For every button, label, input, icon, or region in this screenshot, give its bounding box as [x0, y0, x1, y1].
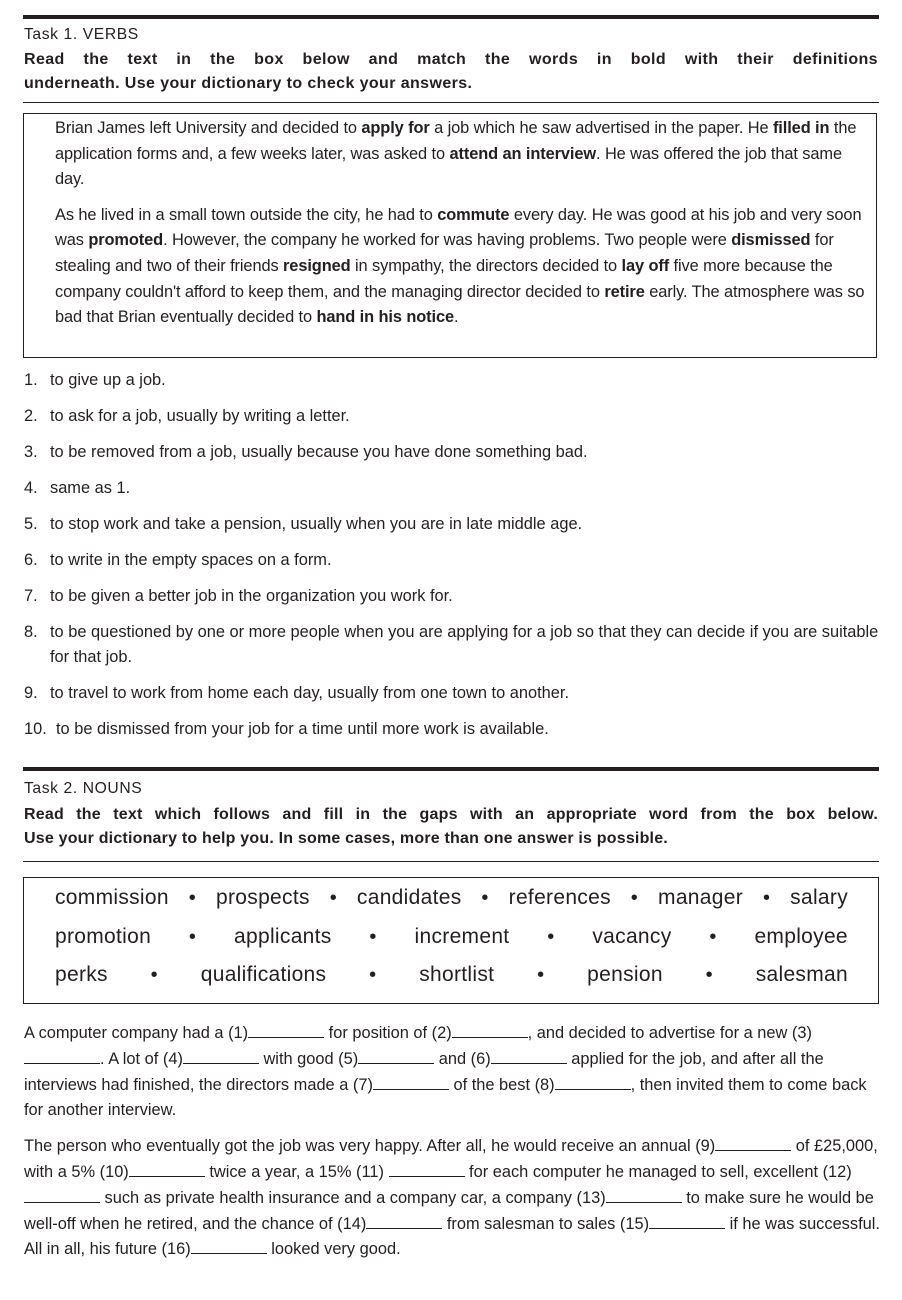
blank-gap[interactable] [606, 1188, 682, 1203]
passage-paragraph-1 [24, 116, 876, 193]
blank-gap[interactable] [24, 1188, 100, 1203]
blank-gap[interactable] [452, 1023, 528, 1038]
definitions-list [24, 368, 879, 753]
bold-verb: apply for [361, 119, 430, 137]
word-option: vacancy [592, 925, 672, 948]
passage-text: . He was offered the job that same day. [55, 144, 842, 189]
word-option: prospects [216, 886, 310, 909]
definition-item: 5. to stop work and take a pension, usually when you are in late middle age. [24, 515, 583, 533]
blank-gap[interactable] [366, 1214, 442, 1229]
task1-top-rule [23, 15, 879, 19]
passage-text: every day. He was good at his job and very soon was [55, 205, 862, 250]
definition-item: 2. to ask for a job, usually by writing a letter. [24, 407, 350, 425]
bullet-separator: • [188, 925, 197, 948]
bold-verb: attend an interview [449, 144, 597, 163]
gap-text-segment: to make sure he would be well-off when he retired, and the chance of (14) [24, 1188, 874, 1233]
passage-text: for stealing and two of their friends [55, 231, 834, 275]
passage-text: early. The atmosphere was so bad that Brian eventually decided to [55, 282, 865, 327]
passage-text: in sympathy, the directors decided to [350, 256, 622, 275]
definition-item: 6. to write in the empty spaces on a form. [24, 551, 332, 569]
word-option: employee [754, 925, 848, 948]
blank-gap[interactable] [373, 1075, 449, 1090]
word-box [23, 877, 879, 1004]
bullet-separator: • [547, 925, 555, 948]
passage-text: . [454, 308, 459, 327]
word-option: commission [55, 886, 169, 909]
blank-gap[interactable] [491, 1049, 567, 1064]
bullet-separator: • [329, 886, 337, 909]
bullet-separator: • [630, 886, 639, 909]
word-option: shortlist [419, 963, 495, 986]
gap-text-segment: , and decided to advertise for a new (3) [527, 1024, 812, 1042]
passage-text: five more because the company couldn't afford to keep them, and the managing director decided to [55, 256, 833, 301]
definition-item: 3. to be removed from a job, usually because you have done something bad. [24, 443, 588, 461]
bold-verb: commute [437, 205, 510, 224]
gap-text-segment: such as private health insurance and a company car, a company (13) [100, 1188, 606, 1207]
blank-gap[interactable] [555, 1075, 631, 1090]
definition-item: 10. to be dismissed from your job for a time until more work is available. [24, 720, 549, 738]
gap-fill-paragraph-1 [24, 1021, 880, 1124]
bold-verb: retire [604, 282, 645, 301]
gap-text-segment: . A lot of (4) [100, 1049, 183, 1068]
word-option: references [508, 886, 611, 909]
gap-text-segment: looked very good. [266, 1240, 401, 1259]
bullet-separator: • [369, 963, 377, 986]
blank-gap[interactable] [389, 1162, 465, 1177]
word-option: pension [587, 963, 663, 986]
gap-text-segment: if he was successful. All in all, his future (16) [24, 1214, 880, 1259]
blank-gap[interactable] [129, 1162, 205, 1177]
word-option: increment [414, 925, 510, 948]
definition-item: 8. to be questioned by one or more people when you are applying for a job so that they can decide if you are suitable for that job. [24, 623, 879, 666]
word-option: salesman [755, 963, 848, 986]
bullet-separator: • [762, 886, 771, 909]
definition-item: 1. to give up a job. [24, 371, 166, 389]
word-option: promotion [55, 925, 152, 948]
passage-paragraph-2 [24, 203, 876, 331]
bold-verb: lay off [621, 256, 670, 275]
gap-text-segment: of £25,000, with a 5% (10) [24, 1137, 878, 1181]
bullet-separator: • [705, 963, 713, 986]
passage-text: a job which he saw advertised in the paper. He [429, 119, 773, 137]
bold-verb: hand in his notice [316, 308, 454, 327]
word-box-row-1 [55, 886, 848, 910]
word-option: manager [658, 886, 744, 909]
definition-item: 9. to travel to work from home each day, usually from one town to another. [24, 684, 569, 702]
task2-bottom-rule [23, 861, 879, 862]
passage-text: the application forms and, a few weeks later, was asked to [55, 119, 857, 163]
word-option: salary [790, 886, 848, 909]
blank-gap[interactable] [358, 1049, 434, 1064]
task2-instruction [24, 803, 878, 851]
word-option: applicants [234, 925, 332, 948]
bullet-separator: • [369, 925, 377, 948]
word-option: perks [55, 963, 108, 986]
bullet-separator: • [537, 963, 545, 986]
blank-gap[interactable] [183, 1049, 259, 1064]
task1-instruction-line1: Read the text in the box below and match the words in bold with their definitions [24, 51, 878, 68]
gap-text-segment: twice a year, a 15% (11) [204, 1162, 389, 1181]
task2-title: Task 2. NOUNS [24, 780, 143, 797]
passage-text: . However, the company he worked for was having problems. Two people were [163, 231, 732, 250]
blank-gap[interactable] [715, 1136, 791, 1151]
bold-verb: promoted [88, 231, 164, 250]
gap-text-segment: The person who eventually got the job was very happy. After all, he would receive an annual (9) [24, 1137, 716, 1156]
word-option: qualifications [200, 963, 327, 986]
bullet-separator: • [481, 886, 489, 909]
gap-text-segment: for position of (2) [324, 1024, 452, 1042]
task2-instruction-line2: Use your dictionary to help you. In some cases, more than one answer is possible. [24, 830, 668, 847]
passage-text: As he lived in a small town outside the city, he had to [55, 205, 438, 224]
gap-text-segment: A computer company had a (1) [24, 1024, 249, 1042]
verbs-passage-box [23, 113, 877, 358]
task1-title: Task 1. VERBS [24, 26, 139, 43]
task2-instruction-line1: Read the text which follows and fill in the gaps with an appropriate word from the box below. [24, 806, 878, 823]
word-option: candidates [356, 886, 462, 909]
gap-text-segment: of the best (8) [448, 1075, 555, 1094]
blank-gap[interactable] [24, 1049, 100, 1064]
bullet-separator: • [150, 963, 158, 986]
blank-gap[interactable] [191, 1239, 267, 1254]
gap-text-segment: and (6) [434, 1049, 491, 1068]
definition-item: 4. same as 1. [24, 479, 131, 497]
blank-gap[interactable] [248, 1023, 324, 1038]
task1-bottom-rule [23, 102, 879, 103]
task1-instruction-line2: underneath. Use your dictionary to check your answers. [24, 75, 473, 92]
gap-text-segment: applied for the job, and after all the interviews had finished, the directors made a (7) [24, 1049, 824, 1094]
task1-instruction [24, 48, 878, 96]
gap-text-segment: with good (5) [258, 1049, 359, 1068]
gap-fill-paragraph-2 [24, 1134, 880, 1263]
bullet-separator: • [188, 886, 197, 909]
word-box-row-3 [55, 963, 848, 987]
gap-text-segment: from salesman to sales (15) [442, 1214, 650, 1233]
bold-verb: dismissed [731, 231, 811, 250]
bold-verb: resigned [283, 256, 351, 275]
gap-fill-text [24, 1021, 880, 1263]
gap-text-segment: , then invited them to come back for another interview. [24, 1075, 867, 1120]
word-box-row-2 [55, 925, 848, 949]
bullet-separator: • [709, 925, 717, 948]
bold-verb: filled in [772, 119, 830, 137]
gap-text-segment: for each computer he managed to sell, excellent (12) [464, 1162, 852, 1181]
passage-text: Brian James left University and decided to [55, 119, 362, 137]
task2-top-rule [23, 767, 879, 771]
definition-item: 7. to be given a better job in the organization you work for. [24, 587, 453, 605]
blank-gap[interactable] [649, 1214, 725, 1229]
